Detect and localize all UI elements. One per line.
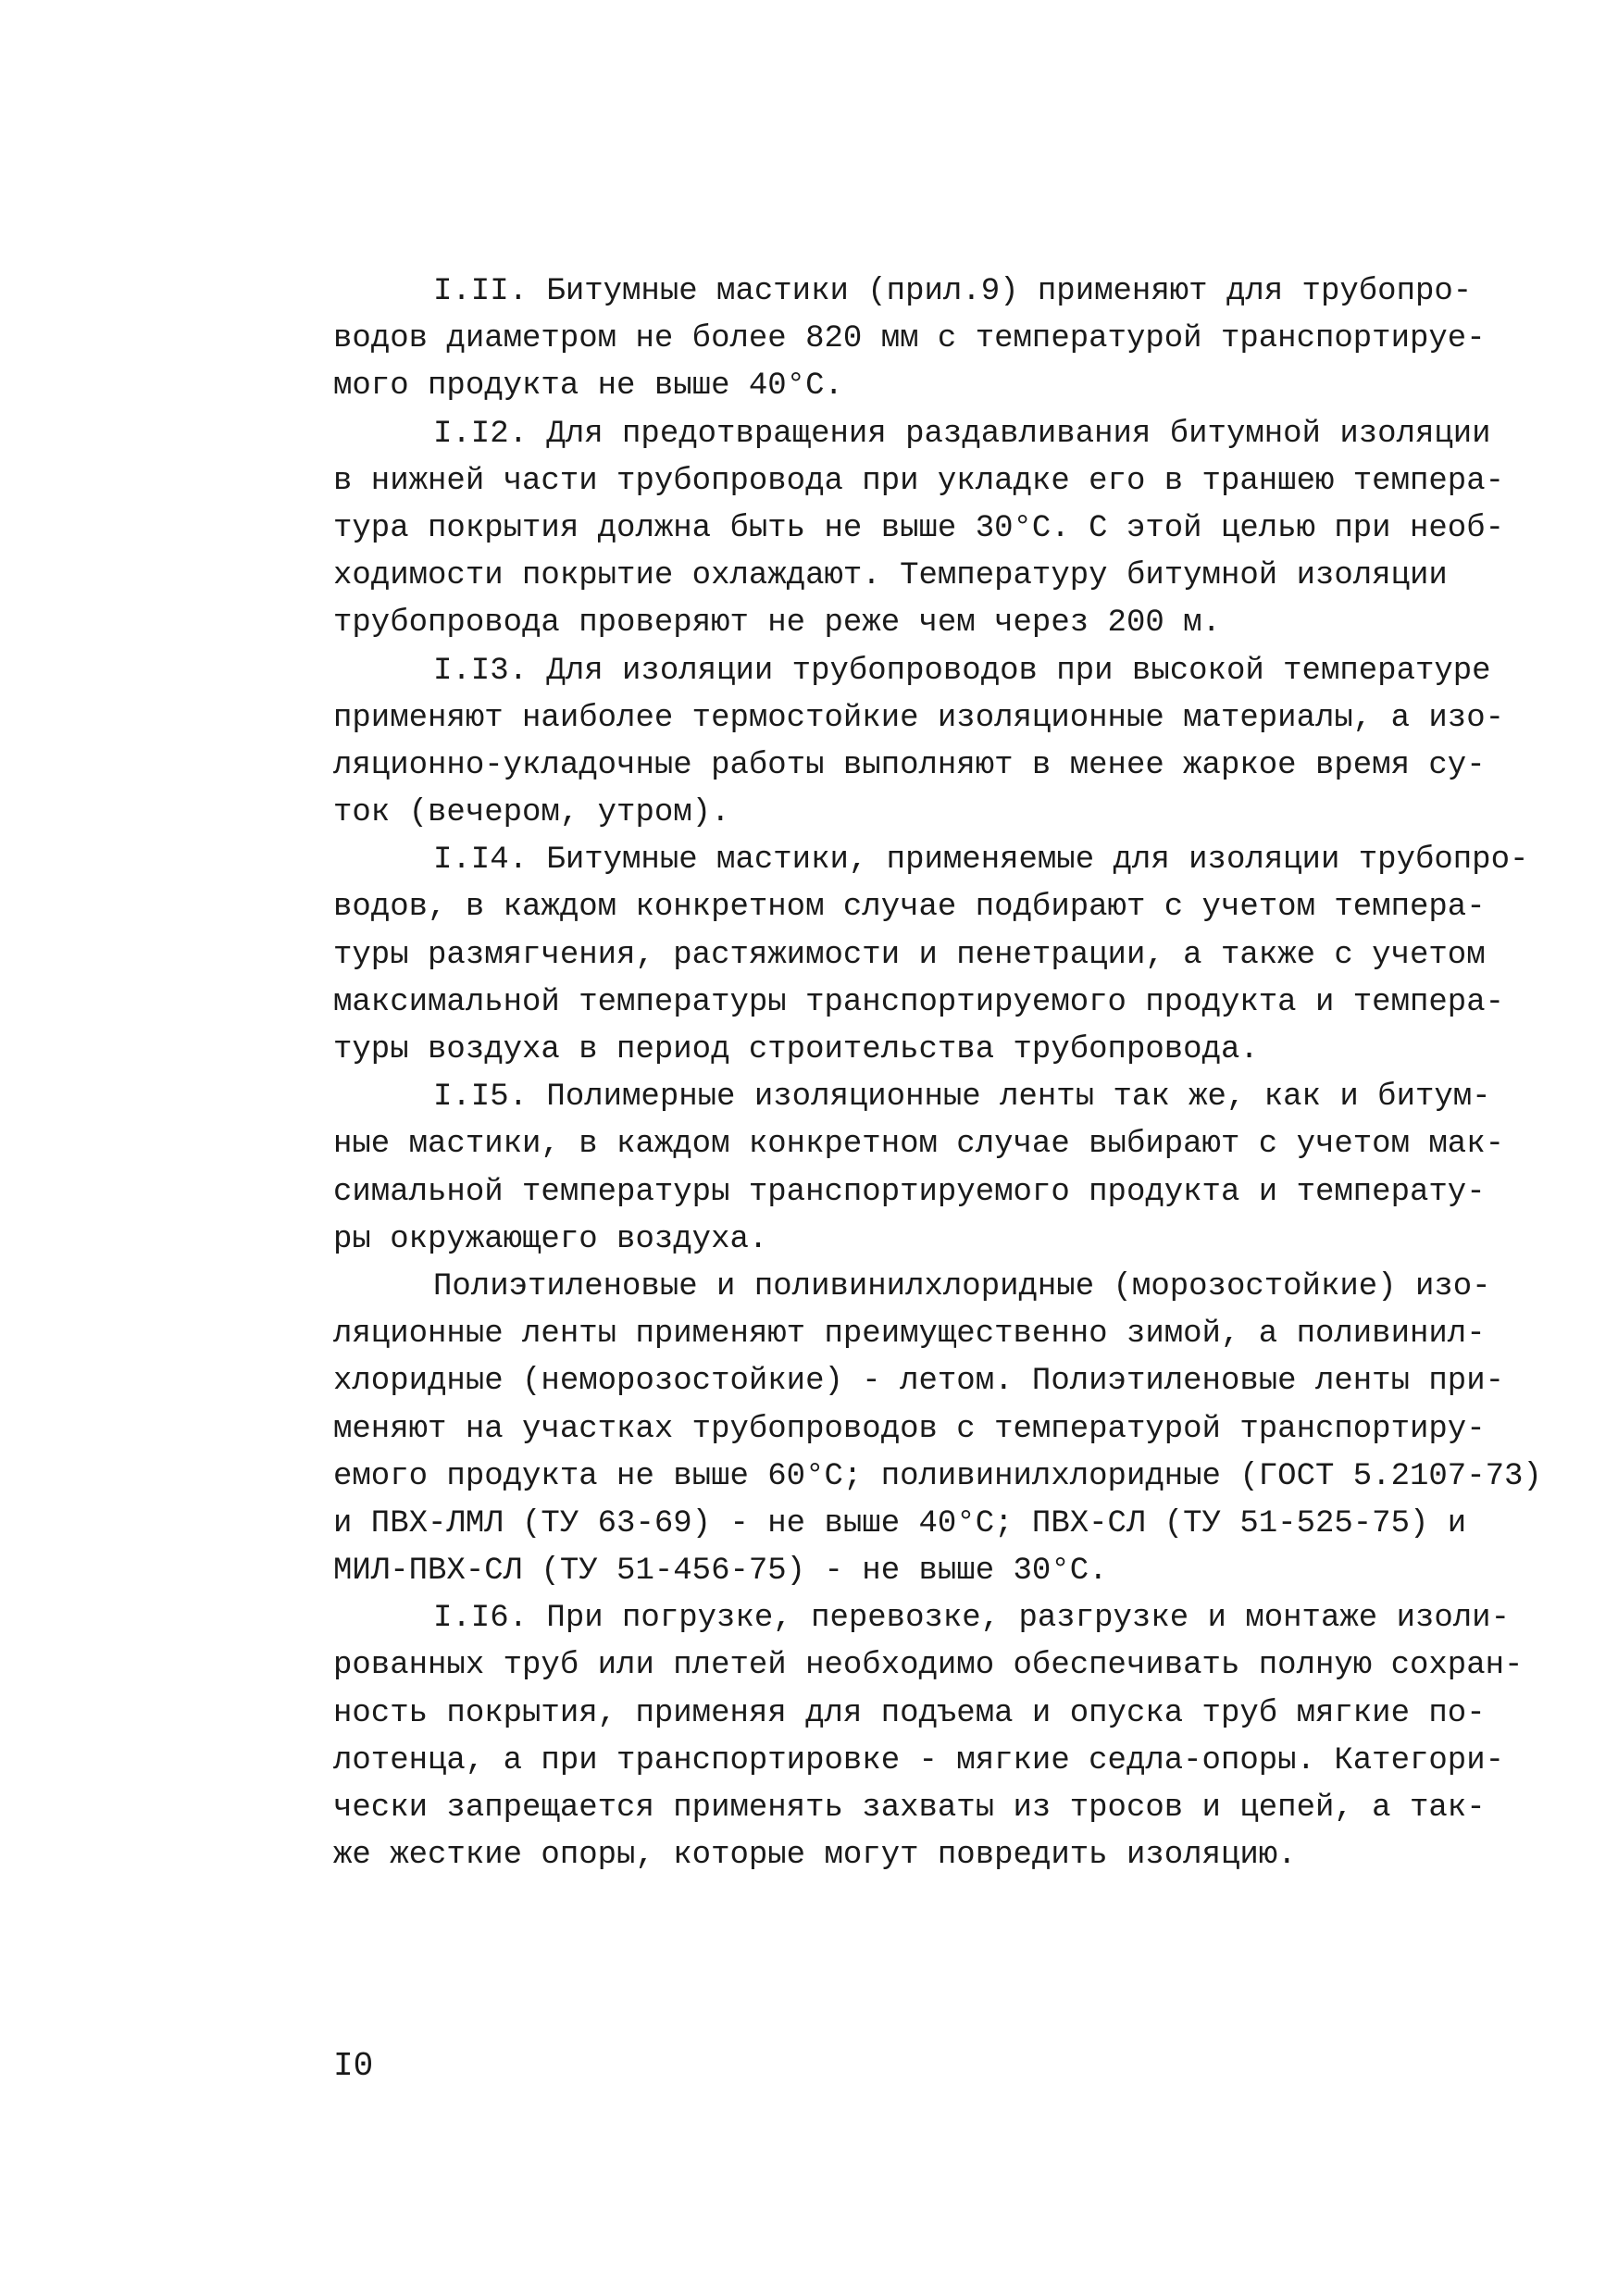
text-line: трубопровода проверяют не реже чем через 200 м. bbox=[333, 605, 1221, 642]
text-line: чески запрещается применять захваты из тросов и цепей, а так- bbox=[333, 1791, 1486, 1826]
text-line: МИЛ-ПВХ-СЛ (ТУ 51-456-75) - не выше 30°С. bbox=[333, 1554, 1108, 1590]
text-line: I.I4. Битумные мастики, применяемые для изоляции трубопро- bbox=[433, 842, 1529, 879]
text-line: водов, в каждом конкретном случае подбирают с учетом темпера- bbox=[333, 890, 1486, 926]
text-line: ляционно-укладочные работы выполняют в менее жаркое время су- bbox=[333, 747, 1486, 783]
text-line: туры воздуха в период строительства трубопровода. bbox=[333, 1032, 1259, 1067]
text-line: ные мастики, в каждом конкретном случае выбирают с учетом мак- bbox=[333, 1127, 1505, 1163]
text-line: рованных труб или плетей необходимо обеспечивать полную сохран- bbox=[333, 1648, 1524, 1684]
text-line: хлоридные (неморозостойкие) - летом. Полиэтиленовые ленты при- bbox=[333, 1364, 1505, 1400]
text-line: емого продукта не выше 60°С; поливинилхлоридные (ГОСТ 5.2107-73) bbox=[333, 1458, 1542, 1494]
text-line: водов диаметром не более 820 мм с температурой транспортируе- bbox=[333, 321, 1486, 357]
text-line: ры окружающего воздуха. bbox=[333, 1221, 768, 1257]
text-line: ток (вечером, утром). bbox=[333, 795, 730, 831]
body-text bbox=[333, 268, 1542, 1879]
text-line: туры размягчения, растяжимости и пенетрации, а также с учетом bbox=[333, 937, 1486, 973]
text-line: Полиэтиленовые и поливинилхлоридные (морозостойкие) изо- bbox=[433, 1268, 1491, 1304]
text-line: лотенца, а при транспортировке - мягкие седла-опоры. Категори- bbox=[333, 1742, 1505, 1778]
text-line: меняют на участках трубопроводов с температурой транспортиру- bbox=[333, 1411, 1486, 1447]
text-line: максимальной температуры транспортируемого продукта и темпера- bbox=[333, 984, 1505, 1020]
text-line: же жесткие опоры, которые могут повредить изоляцию. bbox=[333, 1838, 1297, 1874]
text-line: в нижней части трубопровода при укладке его в траншею темпера- bbox=[333, 463, 1505, 499]
text-line: I.I6. При погрузке, перевозке, разгрузке и монтаже изоли- bbox=[433, 1601, 1510, 1637]
text-line: симальной температуры транспортируемого продукта и температу- bbox=[333, 1174, 1486, 1210]
text-line: ходимости покрытие охлаждают. Температуру битумной изоляции bbox=[333, 558, 1448, 594]
text-line: I.I2. Для предотвращения раздавливания битумной изоляции bbox=[433, 416, 1491, 452]
text-line: мого продукта не выше 40°С. bbox=[333, 368, 843, 405]
text-line: применяют наиболее термостойкие изоляционные материалы, а изо- bbox=[333, 700, 1505, 736]
text-line: I.I5. Полимерные изоляционные ленты так же, как и битум- bbox=[433, 1079, 1491, 1116]
text-line: ляционные ленты применяют преимущественно зимой, а поливинил- bbox=[333, 1316, 1486, 1353]
text-line: ность покрытия, применяя для подъема и опуска труб мягкие по- bbox=[333, 1695, 1486, 1731]
text-line: I.I3. Для изоляции трубопроводов при высокой температуре bbox=[433, 653, 1491, 689]
text-line: тура покрытия должна быть не выше 30°С. С этой целью при необ- bbox=[333, 510, 1505, 546]
page-number: I0 bbox=[333, 2047, 374, 2085]
text-line: и ПВХ-ЛМЛ (ТУ 63-69) - не выше 40°С; ПВХ-СЛ (ТУ 51-525-75) и bbox=[333, 1505, 1467, 1541]
text-line: I.II. Битумные мастики (прил.9) применяют для трубопро- bbox=[433, 274, 1473, 309]
